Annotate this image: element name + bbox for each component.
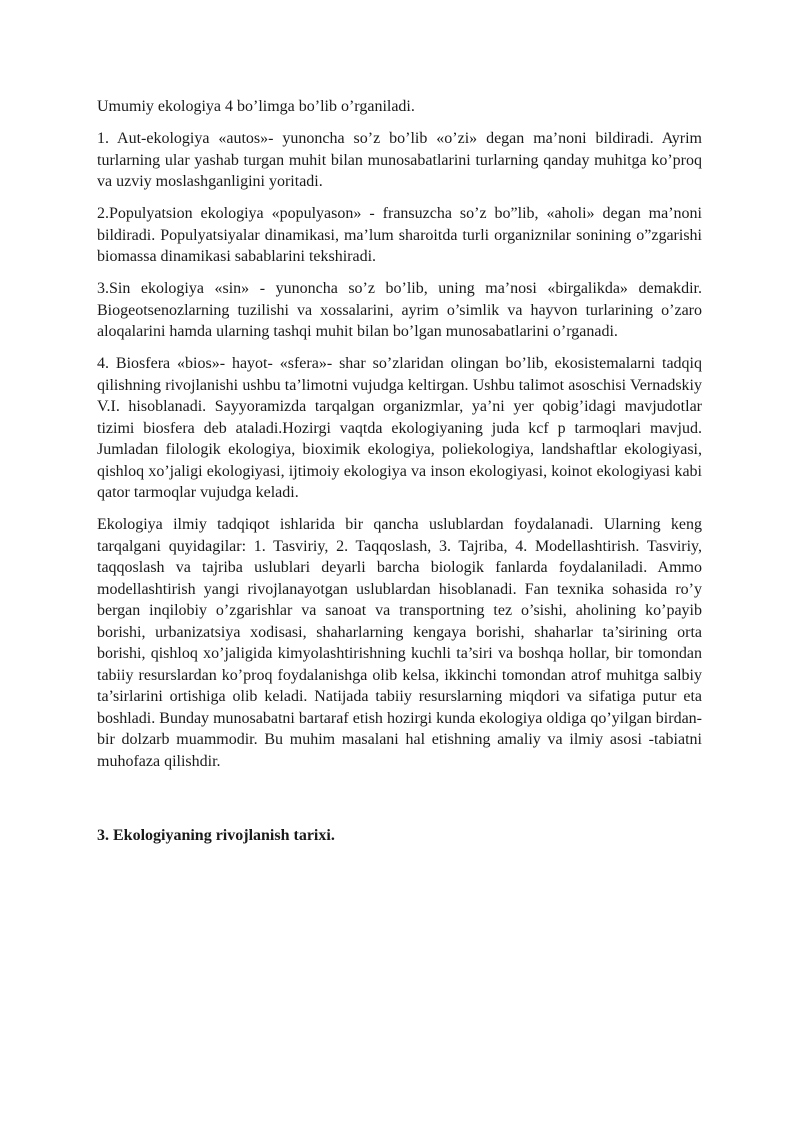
section-heading: 3. Ekologiyaning rivojlanish tarixi. [97,827,335,844]
aut-ecology-paragraph: 1. Aut-ekologiya «autos»- yunoncha so’z bo’lib «o’zi» degan ma’noni bildiradi. Ayrim turlarning ular yashab turgan muhit bilan munosabatlarini turlarning qanday muhitga ko’proq va uzviy moslashganligini yoritadi. [97,130,702,190]
biosphere-paragraph: 4. Biosfera «bios»- hayot- «sfera»- shar so’zlaridan olingan bo’lib, ekosistemalarni tadqiq qilishning rivojlanishi ushbu ta’limotni vujudga keltirgan. Ushbu talimot asoschisi Vernadskiy V.I. hisoblanadi. Sayyoramizda tarqalgan organizmlar, ya’ni yer qobig’idagi mavjudotlar tizimi biosfera deb ataladi.Hozirgi vaqtda ekologiyaning juda kcf p tarmoqlari mavjud. Jumladan filologik ekologiya, bioximik ekologiya, poliekologiya, landshaftlar ekologiyasi, qishloq xo’jaligi ekologiyasi, ijtimoiy ekologiya va inson ekologiyasi, koinot ekologiyasi kabi qator tarmoqlar vujudga keladi. [97,355,702,501]
methods-paragraph: Ekologiya ilmiy tadqiqot ishlarida bir qancha uslublardan foydalanadi. Ularning keng tarqalgani quyidagilar: 1. Tasviriy, 2. Taqqoslash, 3. Tajriba, 4. Modellashtirish. Tasviriy, taqqoslash va tajriba uslublari deyarli barcha biologik fanlarda foydalaniladi. Ammo modellashtirish yangi rivojlanayotgan uslublardan hisoblanadi. Fan texnika sohasida ro’y bergan inqilobiy o’zgarishlar va sanoat va transportning tez o’sishi, aholining ko’payib borishi, urbanizatsiya xodisasi, shaharlarning kengaya borishi, shaharlar ta’sirining orta borishi, qishloq xo’jaligida kimyolashtirishning kuchli ta’siri va boshqa hollar, bir tomondan tabiiy resurslardan ko’proq foydalanishga olib kelsa, ikkinchi tomondan atrof muhitga salbiy ta’sirlarini ortishiga olib keladi. Natijada tabiiy resurslarning miqdori va sifatiga putur eta boshladi. Bunday munosabatni bartaraf etish hozirgi kunda ekologiya oldiga qo’yilgan birdan-bir dolzarb muammodir. Bu muhim masalani hal etishning amaliy va ilmiy asosi -tabiatni muhofaza qilishdir. [97,516,702,770]
intro-paragraph: Umumiy ekologiya 4 bo’limga bo’lib o’rganiladi. [97,98,415,115]
population-ecology-paragraph: 2.Populyatsion ekologiya «populyason» - fransuzcha so’z bo”lib, «aholi» degan ma’noni bildiradi. Populyatsiyalar dinamikasi, ma’lum sharoitda turli organiznilar sonining o”zgarishi biomassa dinamikasi sabablarini tekshiradi. [97,205,702,265]
syn-ecology-paragraph: 3.Sin ekologiya «sin» - yunoncha so’z bo’lib, uning ma’nosi «birgalikda» demakdir. Biogeotsenozlarning tuzilishi va xossalarini, ayrim o’simlik va hayvon turlarining o’zaro aloqalarini hamda ularning tashqi muhit bilan bo’lgan munosabatlarini o’rganadi. [97,280,702,340]
document-page [97,96,702,847]
